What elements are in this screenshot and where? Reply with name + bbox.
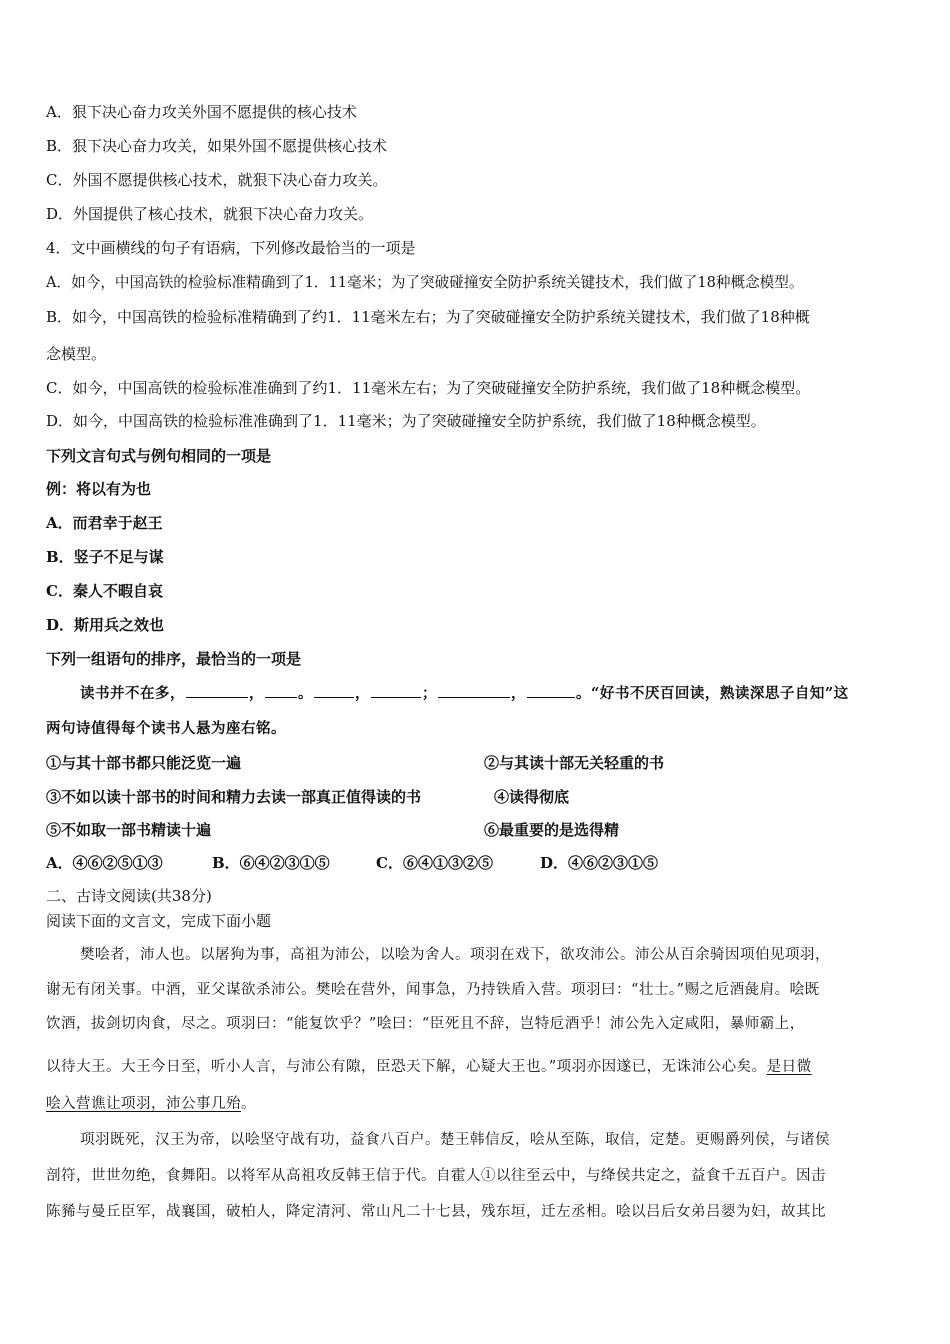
underlined-sentence-a: 是日微 (766, 1059, 812, 1075)
passage1-line4-text: 以待大王。大王今日至，听小人言，与沛公有隙，臣恐天下解，心疑大王也。”项羽亦因遂已，无诛沛公心矣。 (46, 1059, 767, 1075)
q6-item-4: ④读得彻底 (494, 788, 570, 806)
q6-item-2: ②与其读十部无关轻重的书 (484, 754, 665, 772)
q3-option-d: D．外国提供了核心技术，就狠下决心奋力攻关。 (46, 205, 374, 223)
q6-item-3: ③不如以读十部书的时间和精力去读一部真正值得读的书 (46, 788, 422, 806)
q6-item-6: ⑥最重要的是选得精 (484, 821, 620, 839)
comma-2: ， (355, 685, 370, 702)
q6-item-1: ①与其十部书都只能泛览一遍 (46, 754, 242, 772)
q4-option-c: C．如今，中国高铁的检验标准准确到了约1．11毫米左右；为了突破碰撞安全防护系统，我们做了18种概念模型。 (46, 379, 811, 397)
period-1: 。 (298, 685, 313, 702)
q5-option-b: B．竖子不足与谋 (46, 548, 164, 566)
passage1-line3: 饮酒，拔剑切肉食，尽之。项羽曰：“能复饮乎？”哙曰：“臣死且不辞，岂特卮酒乎！沛公先入定咸阳，暴师霸上， (46, 1016, 805, 1032)
passage1-line5 (46, 1094, 256, 1114)
q6-answer-b: B．⑥④②③①⑤ (212, 854, 330, 872)
q4-option-d: D．如今，中国高铁的检验标准准确到了1．11毫米；为了突破碰撞安全防护系统，我们做了18种概念模型。 (46, 412, 766, 430)
q4-stem: 4．文中画横线的句子有语病，下列修改最恰当的一项是 (46, 239, 416, 257)
passage-end: 。“好书不厌百回读，熟读深思子自知”这 (576, 685, 849, 702)
passage2-line3: 陈豨与曼丘臣军，战襄国，破柏人，降定清河、常山凡二十七县，残东垣，迁左丞相。哙以吕后女弟吕媭为妇，故其比 (46, 1204, 826, 1220)
comma-1: ， (249, 685, 264, 702)
q6-passage-line1 (80, 683, 849, 704)
q5-option-d: D．斯用兵之效也 (46, 616, 165, 634)
q4-option-b-line1: B．如今，中国高铁的检验标准精确到了约1．11毫米左右；为了突破碰撞安全防护系统关键技术，我们做了18种概 (46, 308, 810, 326)
passage1-line2: 谢无有闭关事。中酒，亚父谋欲杀沛公。樊哙在营外，闻事急，乃持铁盾入营。项羽曰：“壮士。”赐之卮酒彘肩。哙既 (46, 982, 820, 998)
blank-3 (314, 683, 354, 698)
q6-passage-line2: 两句诗值得每个读书人悬为座右铭。 (46, 720, 286, 737)
passage-start: 读书并不在多， (80, 685, 185, 702)
q5-option-c: C．秦人不暇自哀 (46, 582, 163, 600)
q3-option-b: B．狠下决心奋力攻关，如果外国不愿提供核心技术 (46, 137, 388, 155)
semicolon-1: ； (422, 685, 437, 702)
q4-option-a: A．如今，中国高铁的检验标准精确到了1．11毫米；为了突破碰撞安全防护系统关键技术，我们做了18种概念模型。 (46, 274, 804, 291)
passage1-end: 。 (241, 1096, 256, 1112)
section-heading: 二、古诗文阅读(共38分) (46, 887, 212, 905)
q5-example: 例：将以有为也 (46, 480, 152, 498)
underlined-sentence-b: 哙入营谯让项羽，沛公事几殆 (46, 1096, 241, 1112)
q4-option-b-line2: 念模型。 (46, 345, 107, 363)
comma-3: ， (511, 685, 526, 702)
passage2-line1: 项羽既死，汉王为帝，以哙坚守战有功，益食八百户。楚王韩信反，哙从至陈，取信，定楚。更赐爵列侯，与诸侯 (80, 1132, 830, 1148)
blank-5 (438, 683, 510, 698)
q5-option-a: A．而君幸于赵王 (46, 514, 163, 532)
q6-item-5: ⑤不如取一部书精读十遍 (46, 821, 212, 839)
blank-6 (527, 683, 575, 698)
blank-4 (371, 683, 421, 698)
q6-answer-d: D．④⑥②③①⑤ (540, 854, 659, 872)
passage1-line1: 樊哙者，沛人也。以屠狗为事，高祖为沛公，以哙为舍人。项羽在戏下，欲攻沛公。沛公从百余骑因项伯见项羽， (80, 947, 830, 963)
section-instruction: 阅读下面的文言文，完成下面小题 (46, 912, 272, 930)
q6-answer-a: A．④⑥②⑤①③ (46, 854, 163, 872)
passage2-line2: 剖符，世世勿绝，食舞阳。以将军从高祖攻反韩王信于代。自霍人①以往至云中，与绛侯共定之，益食千五百户。因击 (46, 1168, 826, 1184)
q3-option-a: A．狠下决心奋力攻关外国不愿提供的核心技术 (46, 103, 357, 121)
q6-answer-c: C．⑥④①③②⑤ (376, 854, 493, 872)
q6-stem: 下列一组语句的排序，最恰当的一项是 (46, 650, 302, 668)
blank-1 (186, 683, 248, 698)
passage1-line4 (46, 1057, 812, 1077)
blank-2 (265, 683, 297, 698)
q3-option-c: C．外国不愿提供核心技术，就狠下决心奋力攻关。 (46, 171, 388, 189)
q5-stem: 下列文言句式与例句相同的一项是 (46, 447, 272, 465)
